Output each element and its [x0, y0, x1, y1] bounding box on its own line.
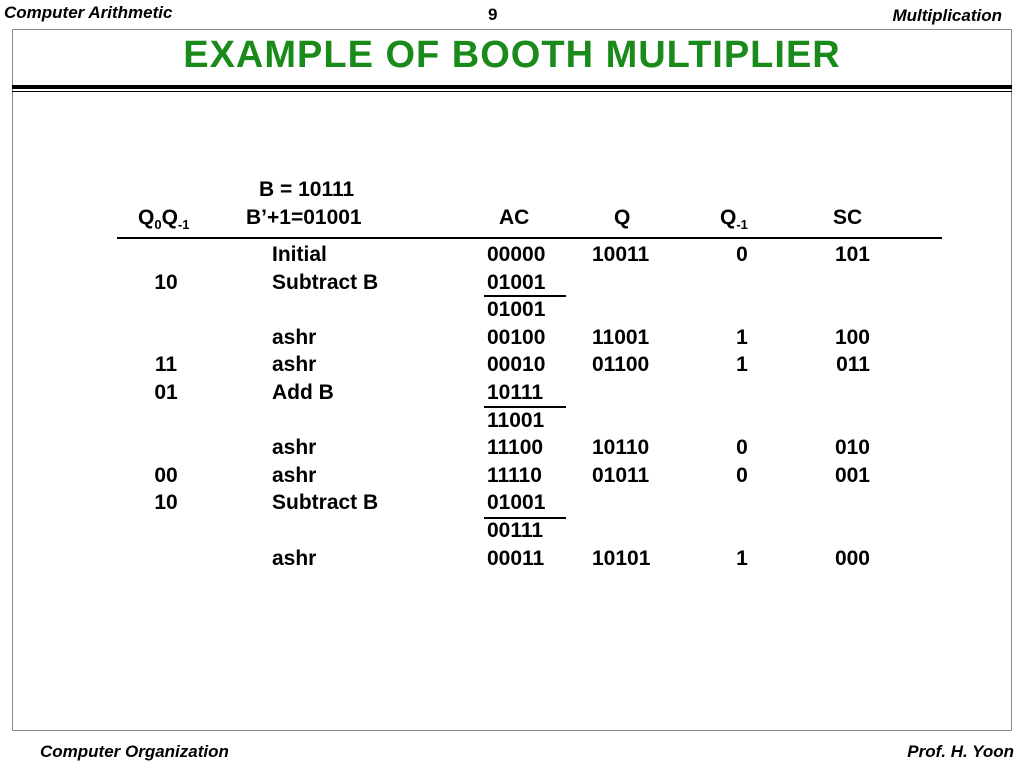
- row-operation: ashr: [272, 547, 317, 570]
- row-operation: Subtract B: [272, 491, 379, 514]
- column-header-q-minus-1: $Q_{-1}$: [720, 206, 748, 232]
- row-code: 11: [154, 353, 178, 376]
- row-q: 01100: [592, 353, 650, 376]
- table-header-rule: [117, 237, 942, 239]
- row-q-minus-1: 0: [736, 464, 748, 487]
- row-sc: 010: [834, 436, 870, 459]
- row-sc: 001: [834, 464, 870, 487]
- footer-course-name: Computer Organization: [40, 742, 229, 761]
- row-operation: Add B: [272, 381, 334, 404]
- row-ac: 00111: [487, 519, 544, 542]
- header-course-title: Computer Arithmetic: [4, 3, 173, 22]
- row-q-minus-1: 0: [736, 243, 748, 266]
- row-operation: Initial: [272, 243, 327, 266]
- row-operation: ashr: [272, 326, 317, 349]
- b-complement-label: B’+1=01001: [246, 206, 362, 229]
- row-ac: 01001: [487, 298, 546, 321]
- row-q-minus-1: 1: [736, 326, 748, 349]
- row-q: 10101: [592, 547, 651, 570]
- row-sc: 100: [834, 326, 870, 349]
- sum-underline-2: [484, 406, 566, 408]
- row-q: 10011: [592, 243, 650, 266]
- b-value-label: B = 10111: [259, 178, 355, 201]
- row-ac: 00100: [487, 326, 546, 349]
- row-ac: 11110: [487, 464, 542, 487]
- footer-author: Prof. H. Yoon: [907, 742, 1014, 761]
- row-ac: 00010: [487, 353, 546, 376]
- row-code: 10: [154, 491, 178, 514]
- row-q-minus-1: 1: [736, 353, 748, 376]
- row-ac: 01001: [487, 271, 546, 294]
- row-code: 00: [154, 464, 178, 487]
- title-rule-thick: [12, 85, 1012, 89]
- row-q: 10110: [592, 436, 650, 459]
- row-sc: 011: [836, 353, 870, 376]
- header-page-number: 9: [488, 5, 498, 24]
- title-rule-thin: [12, 91, 1012, 92]
- row-operation: Subtract B: [272, 271, 379, 294]
- row-ac: 00011: [487, 547, 545, 570]
- row-operation: ashr: [272, 464, 317, 487]
- sum-underline-3: [484, 517, 566, 519]
- row-code: 01: [154, 381, 178, 404]
- row-ac: 11001: [487, 409, 545, 432]
- row-q: 11001: [592, 326, 650, 349]
- header-section-title: Multiplication: [892, 6, 1002, 25]
- row-operation: ashr: [272, 436, 317, 459]
- row-q: 01011: [592, 464, 650, 487]
- column-header-sc: SC: [833, 206, 863, 229]
- row-q-minus-1: 0: [736, 436, 748, 459]
- row-ac: 01001: [487, 491, 546, 514]
- row-ac: 11100: [487, 436, 544, 459]
- slide-frame: [12, 29, 1012, 731]
- column-header-q: Q: [614, 206, 631, 229]
- row-q-minus-1: 1: [736, 547, 748, 570]
- slide-title: EXAMPLE OF BOOTH MULTIPLIER: [183, 34, 841, 76]
- column-header-ac: AC: [499, 206, 530, 229]
- sum-underline-1: [484, 295, 566, 297]
- row-sc: 101: [834, 243, 870, 266]
- column-header-q0-q-1: $Q_0Q_{-1}$: [138, 206, 190, 232]
- row-ac: 00000: [487, 243, 546, 266]
- row-sc: 000: [834, 547, 870, 570]
- row-operation: ashr: [272, 353, 317, 376]
- row-code: 10: [154, 271, 178, 294]
- row-ac: 10111: [487, 381, 544, 404]
